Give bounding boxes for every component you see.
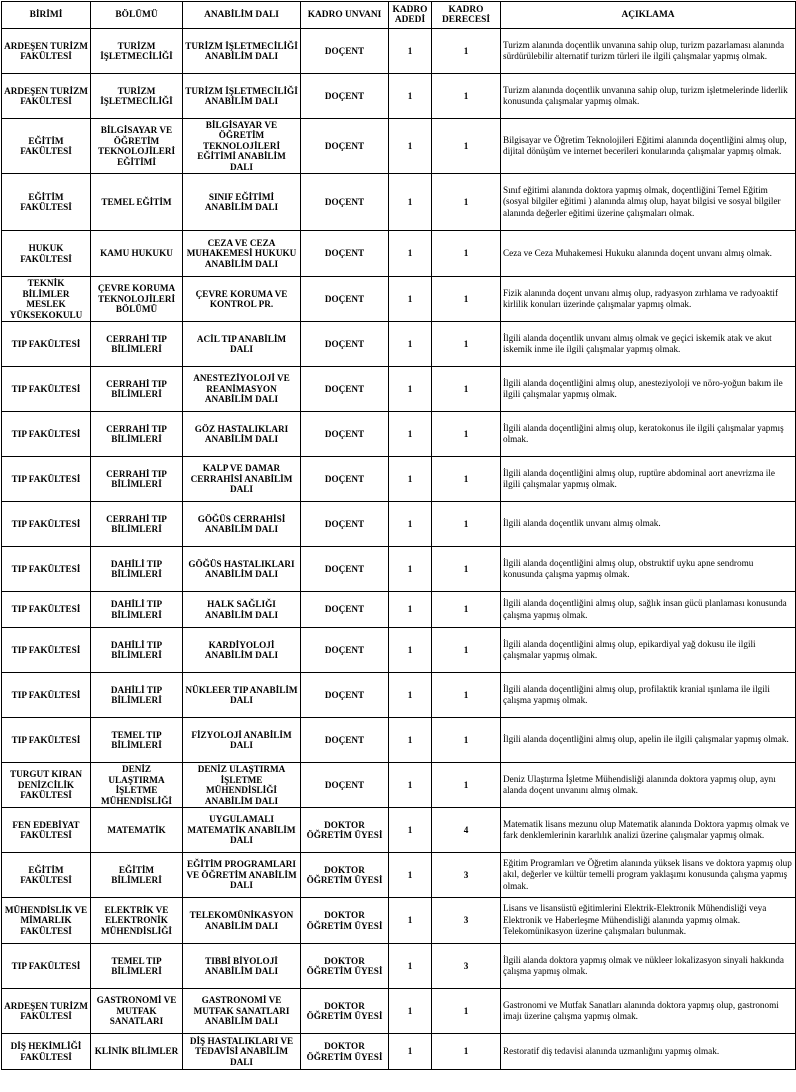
cell-anabilim: TURİZM İŞLETMECİLİĞİ ANABİLİM DALI [183,74,301,119]
cell-unvan: DOÇENT [301,718,389,763]
cell-unvan: DOÇENT [301,119,389,174]
cell-derece: 1 [432,277,501,322]
cell-adet: 1 [389,628,432,673]
cell-unvan: DOÇENT [301,231,389,277]
table-row [2,174,796,231]
table-row [2,457,796,502]
cell-unvan: DOÇENT [301,322,389,367]
table-row [2,119,796,174]
cell-derece: 1 [432,989,501,1034]
cell-derece: 1 [432,119,501,174]
cell-bolum: KAMU HUKUKU [91,231,183,277]
cell-aciklama: Ceza ve Ceza Muhakemesi Hukuku alanında doçent unvanı almış olmak. [501,231,796,277]
cell-birim: TIP FAKÜLTESİ [2,367,91,412]
cell-bolum: DAHİLİ TIP BİLİMLERİ [91,628,183,673]
cell-bolum: GASTRONOMİ VE MUTFAK SANATLARI [91,989,183,1034]
cell-derece: 1 [432,74,501,119]
cell-unvan: DOKTOR ÖĞRETİM ÜYESİ [301,944,389,989]
cell-unvan: DOKTOR ÖĞRETİM ÜYESİ [301,898,389,944]
table-row [2,322,796,367]
cell-bolum: BİLGİSAYAR VE ÖĞRETİM TEKNOLOJİLERİ EĞİTİMİ [91,119,183,174]
table-row [2,29,796,74]
cell-anabilim: GÖĞÜS HASTALIKLARI ANABİLİM DALI [183,547,301,592]
cell-adet: 1 [389,322,432,367]
cell-derece: 3 [432,898,501,944]
cell-anabilim: FİZYOLOJİ ANABİLİM DALI [183,718,301,763]
table-row [2,628,796,673]
cell-adet: 1 [389,718,432,763]
table-row [2,853,796,898]
table-row [2,367,796,412]
cell-birim: TIP FAKÜLTESİ [2,412,91,457]
cell-bolum: MATEMATİK [91,808,183,853]
cell-birim: ARDEŞEN TURİZM FAKÜLTESİ [2,74,91,119]
cell-anabilim: DİŞ HASTALIKLARI VE TEDAVİSİ ANABİLİM DALI [183,1034,301,1070]
cell-derece: 1 [432,322,501,367]
cell-aciklama: İlgili alanda doçentlik unvanı almış olmak. [501,502,796,547]
cell-anabilim: DENİZ ULAŞTIRMA İŞLETME MÜHENDİSLİĞİ ANABİLİM DALI [183,763,301,808]
cell-anabilim: KARDİYOLOJİ ANABİLİM DALI [183,628,301,673]
cell-anabilim: TURİZM İŞLETMECİLİĞİ ANABİLİM DALI [183,29,301,74]
cell-derece: 3 [432,853,501,898]
kadro-table [1,1,796,1070]
cell-derece: 1 [432,174,501,231]
cell-bolum: ELEKTRİK VE ELEKTRONİK MÜHENDİSLİĞİ [91,898,183,944]
cell-aciklama: İlgili alanda doçentliğini almış olup, ruptüre abdominal aort anevrizma ile ilgili çalışmalar yapmış olmak. [501,457,796,502]
cell-bolum: DAHİLİ TIP BİLİMLERİ [91,592,183,628]
cell-unvan: DOÇENT [301,628,389,673]
cell-birim: EĞİTİM FAKÜLTESİ [2,174,91,231]
cell-anabilim: TIBBİ BİYOLOJİ ANABİLİM DALI [183,944,301,989]
cell-anabilim: SINIF EĞİTİMİ ANABİLİM DALI [183,174,301,231]
cell-adet: 1 [389,1034,432,1070]
cell-derece: 1 [432,763,501,808]
cell-adet: 1 [389,502,432,547]
cell-unvan: DOÇENT [301,74,389,119]
header-aciklama: AÇIKLAMA [501,2,796,29]
table-row [2,989,796,1034]
cell-aciklama: Sınıf eğitimi alanında doktora yapmış olmak, doçentliğini Temel Eğitim (sosyal bilgiler eğitimi ) alanında almış olup, hayat bilgisi ve sosyal bilgiler alanında değerler eğitimi üzerine çalışmaları olmak. [501,174,796,231]
cell-anabilim: ACİL TIP ANABİLİM DALI [183,322,301,367]
cell-bolum: KLİNİK BİLİMLER [91,1034,183,1070]
table-row [2,673,796,718]
cell-adet: 1 [389,412,432,457]
cell-bolum: TEMEL TIP BİLİMLERİ [91,718,183,763]
table-row [2,231,796,277]
table-row [2,74,796,119]
cell-unvan: DOÇENT [301,29,389,74]
cell-bolum: DAHİLİ TIP BİLİMLERİ [91,673,183,718]
cell-birim: TIP FAKÜLTESİ [2,592,91,628]
cell-unvan: DOÇENT [301,457,389,502]
cell-derece: 1 [432,412,501,457]
cell-birim: ARDEŞEN TURİZM FAKÜLTESİ [2,29,91,74]
cell-derece: 1 [432,547,501,592]
cell-birim: EĞİTİM FAKÜLTESİ [2,853,91,898]
cell-anabilim: ANESTEZİYOLOJİ VE REANİMASYON ANABİLİM DALI [183,367,301,412]
cell-unvan: DOKTOR ÖĞRETİM ÜYESİ [301,989,389,1034]
cell-anabilim: HALK SAĞLIĞI ANABİLİM DALI [183,592,301,628]
cell-derece: 1 [432,1034,501,1070]
cell-aciklama: İlgili alanda doçentlik unvanı almış olmak ve geçici iskemik atak ve akut iskemik inme ile ilgili çalışmalar yapmış olmak. [501,322,796,367]
cell-aciklama: İlgili alanda doçentliğini almış olup, profilaktik kranial ışınlama ile ilgili çalışma yapmış olmak. [501,673,796,718]
cell-anabilim: CEZA VE CEZA MUHAKEMESİ HUKUKU ANABİLİM DALI [183,231,301,277]
cell-derece: 1 [432,592,501,628]
cell-birim: TIP FAKÜLTESİ [2,547,91,592]
cell-bolum: DAHİLİ TIP BİLİMLERİ [91,547,183,592]
cell-unvan: DOÇENT [301,367,389,412]
cell-aciklama: İlgili alanda doçentliğini almış olup, epikardiyal yağ dokusu ile ilgili çalışmalar yapmış olmak. [501,628,796,673]
table-row [2,1034,796,1070]
table-row [2,412,796,457]
cell-aciklama: İlgili alanda doktora yapmış olmak ve nükleer lokalizasyon sinyali hakkında çalışma yapmış olmak. [501,944,796,989]
cell-birim: DİŞ HEKİMLİĞİ FAKÜLTESİ [2,1034,91,1070]
table-row [2,277,796,322]
cell-aciklama: Eğitim Programları ve Öğretim alanında yüksek lisans ve doktora yapmış olup akıl, değerler ve kültür temelli program yaklaşımı konusunda çalışma yapmış olmak. [501,853,796,898]
cell-unvan: DOÇENT [301,174,389,231]
cell-aciklama: Deniz Ulaştırma İşletme Mühendisliği alanında doktora yapmış olup, aynı alanda doçent unvanını almış olmak. [501,763,796,808]
cell-derece: 1 [432,628,501,673]
cell-birim: TIP FAKÜLTESİ [2,673,91,718]
cell-adet: 1 [389,457,432,502]
cell-bolum: DENİZ ULAŞTIRMA İŞLETME MÜHENDİSLİĞİ [91,763,183,808]
cell-birim: TIP FAKÜLTESİ [2,718,91,763]
cell-unvan: DOÇENT [301,763,389,808]
cell-adet: 1 [389,898,432,944]
cell-unvan: DOÇENT [301,502,389,547]
cell-birim: TIP FAKÜLTESİ [2,944,91,989]
cell-anabilim: UYGULAMALI MATEMATİK ANABİLİM DALI [183,808,301,853]
cell-bolum: TEMEL EĞİTİM [91,174,183,231]
cell-derece: 1 [432,718,501,763]
cell-birim: MÜHENDİSLİK VE MİMARLIK FAKÜLTESİ [2,898,91,944]
cell-aciklama: İlgili alanda doçentliğini almış olup, sağlık insan gücü planlaması konusunda çalışma yapmış olmak. [501,592,796,628]
header-row [2,2,796,29]
header-unvan: KADRO UNVANI [301,2,389,29]
cell-birim: ARDEŞEN TURİZM FAKÜLTESİ [2,989,91,1034]
table-row [2,898,796,944]
cell-anabilim: TELEKOMÜNİKASYON ANABİLİM DALI [183,898,301,944]
table-row [2,592,796,628]
cell-derece: 1 [432,457,501,502]
cell-unvan: DOKTOR ÖĞRETİM ÜYESİ [301,853,389,898]
cell-anabilim: GÖZ HASTALIKLARI ANABİLİM DALI [183,412,301,457]
cell-aciklama: İlgili alanda doçentliğini almış olup, apelin ile ilgili çalışmalar yapmış olmak. [501,718,796,763]
cell-derece: 1 [432,231,501,277]
cell-adet: 1 [389,547,432,592]
cell-bolum: CERRAHİ TIP BİLİMLERİ [91,367,183,412]
table-row [2,763,796,808]
cell-aciklama: İlgili alanda doçentliğini almış olup, keratokonus ile ilgili çalışmalar yapmış olmak. [501,412,796,457]
cell-adet: 1 [389,367,432,412]
cell-adet: 1 [389,74,432,119]
cell-adet: 1 [389,174,432,231]
cell-birim: TURGUT KIRAN DENİZCİLİK FAKÜLTESİ [2,763,91,808]
cell-birim: TIP FAKÜLTESİ [2,322,91,367]
table-row [2,944,796,989]
cell-birim: TEKNİK BİLİMLER MESLEK YÜKSEKOKULU [2,277,91,322]
cell-bolum: TEMEL TIP BİLİMLERİ [91,944,183,989]
cell-bolum: CERRAHİ TIP BİLİMLERİ [91,412,183,457]
cell-anabilim: KALP VE DAMAR CERRAHİSİ ANABİLİM DALI [183,457,301,502]
cell-birim: EĞİTİM FAKÜLTESİ [2,119,91,174]
cell-derece: 3 [432,944,501,989]
cell-adet: 1 [389,989,432,1034]
header-derece: KADRO DERECESİ [432,2,501,29]
cell-anabilim: ÇEVRE KORUMA VE KONTROL PR. [183,277,301,322]
cell-anabilim: GASTRONOMİ VE MUTFAK SANATLARI ANABİLİM DALI [183,989,301,1034]
cell-adet: 1 [389,673,432,718]
cell-adet: 1 [389,231,432,277]
cell-adet: 1 [389,944,432,989]
cell-birim: HUKUK FAKÜLTESİ [2,231,91,277]
cell-aciklama: İlgili alanda doçentliğini almış olup, obstruktif uyku apne sendromu konusunda çalışma yapmış olmak. [501,547,796,592]
cell-anabilim: GÖĞÜS CERRAHİSİ ANABİLİM DALI [183,502,301,547]
cell-aciklama: Fizik alanında doçent unvanı almış olup, radyasyon zırhlama ve radyoaktif kirlilik konuları üzerinde çalışmalar yapmış olmak. [501,277,796,322]
cell-bolum: ÇEVRE KORUMA TEKNOLOJİLERİ BÖLÜMÜ [91,277,183,322]
cell-aciklama: Turizm alanında doçentlik unvanına sahip olup, turizm pazarlaması alanında sürdürülebilir alternatif turizm türleri ile ilgili çalışmalar yapmış olmak. [501,29,796,74]
cell-derece: 1 [432,502,501,547]
cell-adet: 1 [389,119,432,174]
cell-unvan: DOKTOR ÖĞRETİM ÜYESİ [301,1034,389,1070]
cell-birim: TIP FAKÜLTESİ [2,502,91,547]
cell-bolum: CERRAHİ TIP BİLİMLERİ [91,322,183,367]
cell-adet: 1 [389,592,432,628]
cell-unvan: DOÇENT [301,547,389,592]
cell-aciklama: Gastronomi ve Mutfak Sanatları alanında doktora yapmış olup, gastronomi imajı üzerine çalışma yapmış olmak. [501,989,796,1034]
cell-unvan: DOKTOR ÖĞRETİM ÜYESİ [301,808,389,853]
cell-adet: 1 [389,808,432,853]
cell-aciklama: Restoratif diş tedavisi alanında uzmanlığını yapmış olmak. [501,1034,796,1070]
cell-aciklama: Lisans ve lisansüstü eğitimlerini Elektrik-Elektronik Mühendisliği veya Elektronik ve Haberleşme Mühendisliği alanında yapmış olmak. Telekomünikasyon üzerine çalışmaları bulunmak. [501,898,796,944]
cell-adet: 1 [389,853,432,898]
cell-bolum: TURİZM İŞLETMECİLİĞİ [91,29,183,74]
cell-birim: TIP FAKÜLTESİ [2,628,91,673]
cell-bolum: EĞİTİM BİLİMLERİ [91,853,183,898]
cell-anabilim: BİLGİSAYAR VE ÖĞRETİM TEKNOLOJİLERİ EĞİTİMİ ANABİLİM DALI [183,119,301,174]
header-bolum: BÖLÜMÜ [91,2,183,29]
cell-adet: 1 [389,763,432,808]
table-row [2,502,796,547]
cell-unvan: DOÇENT [301,277,389,322]
cell-aciklama: Matematik lisans mezunu olup Matematik alanında Doktora yapmış olmak ve fark denklemlerinin kararlılık analizi üzerine çalışmalar yapmış olmak. [501,808,796,853]
header-anabilim: ANABİLİM DALI [183,2,301,29]
cell-bolum: TURİZM İŞLETMECİLİĞİ [91,74,183,119]
cell-derece: 1 [432,29,501,74]
header-birim: BİRİMİ [2,2,91,29]
cell-derece: 1 [432,367,501,412]
cell-anabilim: EĞİTİM PROGRAMLARI VE ÖĞRETİM ANABİLİM DALI [183,853,301,898]
cell-bolum: CERRAHİ TIP BİLİMLERİ [91,457,183,502]
cell-aciklama: İlgili alanda doçentliğini almış olup, anesteziyoloji ve nöro-yoğun bakım ile ilgili çalışmalar yapmış olmak. [501,367,796,412]
table-row [2,547,796,592]
cell-adet: 1 [389,29,432,74]
cell-unvan: DOÇENT [301,673,389,718]
cell-birim: FEN EDEBİYAT FAKÜLTESİ [2,808,91,853]
cell-derece: 1 [432,673,501,718]
cell-adet: 1 [389,277,432,322]
cell-aciklama: Turizm alanında doçentlik unvanına sahip olup, turizm işletmelerinde liderlik konusunda çalışmalar yapmış olmak. [501,74,796,119]
cell-aciklama: Bilgisayar ve Öğretim Teknolojileri Eğitimi alanında doçentliğini almış olup, dijital dönüşüm ve internet becerileri konularında çalışmalar yapmış olmak. [501,119,796,174]
cell-derece: 4 [432,808,501,853]
table-row [2,718,796,763]
cell-unvan: DOÇENT [301,412,389,457]
cell-unvan: DOÇENT [301,592,389,628]
cell-bolum: CERRAHİ TIP BİLİMLERİ [91,502,183,547]
cell-anabilim: NÜKLEER TIP ANABİLİM DALI [183,673,301,718]
cell-birim: TIP FAKÜLTESİ [2,457,91,502]
table-row [2,808,796,853]
header-adet: KADRO ADEDİ [389,2,432,29]
